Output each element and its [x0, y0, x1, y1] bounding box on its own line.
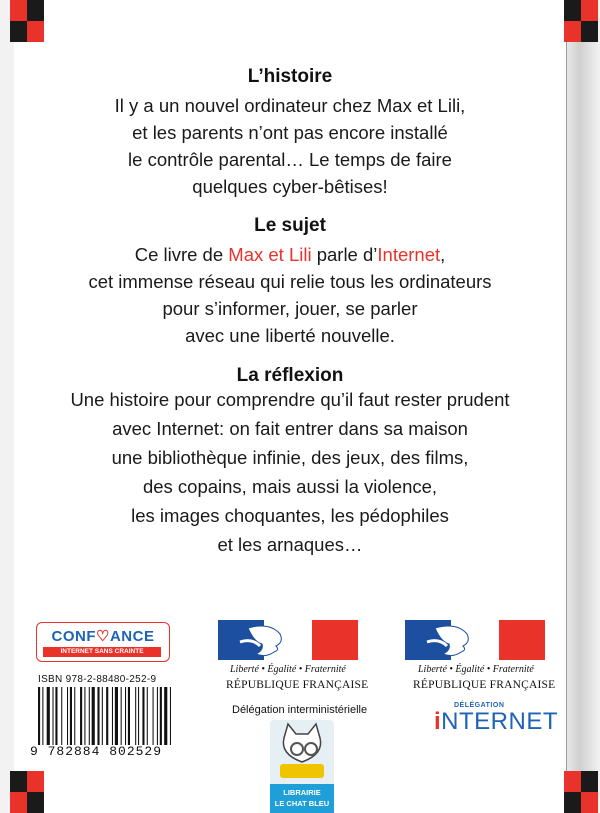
barcode-bar: [55, 687, 57, 745]
watermark-line: LE CHAT BLEU: [274, 799, 330, 808]
marianne-profile-icon: [218, 620, 358, 660]
text-line: avec Internet: on fait entrer dans sa maison: [112, 418, 468, 439]
text-span: parle d’: [311, 244, 378, 265]
text-line: et les arnaques…: [217, 534, 363, 555]
barcode-bar: [170, 687, 171, 745]
barcode-bar: [142, 687, 144, 745]
section-title-reflexion: La réflexion: [236, 365, 344, 386]
republique-text: RÉPUBLIQUE FRANÇAISE: [413, 679, 556, 691]
text-span: Ce livre de: [134, 244, 229, 265]
book-left-edge: [0, 0, 15, 813]
text-line: avec une liberté nouvelle.: [185, 325, 395, 346]
section-text-histoire: [14, 92, 566, 200]
corner-decoration: [10, 0, 44, 42]
section-title-sujet: Le sujet: [254, 215, 326, 236]
corner-decoration: [564, 0, 598, 42]
barcode-bar: [92, 687, 95, 745]
logo-text: NTERNET: [441, 708, 559, 735]
corner-decoration: [10, 771, 44, 813]
logo-text: ANCE: [109, 628, 155, 645]
barcode-bar: [138, 687, 139, 745]
watermark-label: [270, 784, 334, 813]
heart-icon: ♡: [96, 628, 110, 645]
text-line: Il y a un nouvel ordinateur chez Max et Lili,: [114, 95, 466, 116]
scarf-icon: [280, 764, 324, 778]
section-text-sujet: [14, 241, 566, 349]
barcode-bar: [121, 687, 122, 745]
barcode-bar: [115, 687, 118, 745]
text-line: pour s’informer, jouer, se parler: [162, 298, 418, 319]
eye-icon: [290, 742, 304, 756]
barcode-bar: [80, 687, 82, 745]
text-line: une bibliothèque infinie, des jeux, des films,: [111, 447, 469, 468]
barcode-bar: [106, 687, 108, 745]
cat-head-icon: [270, 720, 334, 766]
barcode-bar: [147, 687, 148, 745]
watermark-line: LIBRAIRIE: [283, 788, 321, 797]
bookstore-watermark: [270, 720, 334, 813]
highlight-internet: Internet: [377, 244, 441, 265]
barcode-bar: [128, 687, 130, 745]
barcode-bar: [38, 687, 40, 745]
republique-text: RÉPUBLIQUE FRANÇAISE: [226, 679, 369, 691]
section-title-histoire: L’histoire: [247, 66, 333, 87]
confiance-logo: [36, 622, 170, 662]
barcode-bar: [42, 687, 43, 745]
delegation-internet-logo: [434, 708, 558, 736]
barcode-bar: [67, 687, 68, 745]
marianne-logo-2: [405, 620, 545, 660]
barcode: [36, 687, 208, 747]
barcode-bar: [112, 687, 113, 745]
barcode-bar: [97, 687, 99, 745]
barcode-bar: [47, 687, 50, 745]
barcode-bar: [53, 687, 54, 745]
barcode-bar: [153, 687, 154, 745]
logo-text: CONF: [51, 628, 97, 645]
cat-icon: [270, 720, 334, 786]
text-line: quelques cyber-bêtises!: [192, 176, 388, 197]
barcode-bar: [164, 687, 167, 745]
text-span: ,: [440, 244, 446, 265]
barcode-bar: [135, 687, 136, 745]
barcode-digits: 9 782884 802529: [30, 744, 163, 759]
eye-icon: [304, 742, 318, 756]
text-line: cet immense réseau qui relie tous les ordinateurs: [88, 271, 492, 292]
isbn-text: ISBN 978-2-88480-252-9: [38, 674, 157, 685]
barcode-bar: [84, 687, 85, 745]
motto-text: Liberté • Égalité • Fraternité: [230, 664, 346, 675]
delegation-text: Délégation interministérielle: [232, 704, 368, 716]
heart-i-icon: i: [434, 708, 442, 735]
book-spine-edge: [566, 0, 600, 813]
text-line: le contrôle parental… Le temps de faire: [128, 149, 452, 170]
motto-text: Liberté • Égalité • Fraternité: [418, 664, 534, 675]
barcode-bar: [74, 687, 75, 745]
barcode-bar: [157, 687, 158, 745]
text-line: et les parents n’ont pas encore installé: [132, 122, 448, 143]
barcode-bar: [160, 687, 162, 745]
confiance-wordmark: [37, 627, 169, 645]
barcode-bar: [61, 687, 62, 745]
text-line: les images choquantes, les pédophiles: [131, 505, 449, 526]
highlight-max-et-lili: Max et Lili: [228, 244, 312, 265]
text-line: des copains, mais aussi la violence,: [142, 476, 438, 497]
delegation-internet-small: DÉLÉGATION: [454, 702, 505, 709]
text-line: [14, 241, 566, 268]
section-text-reflexion: [14, 385, 566, 559]
corner-decoration: [564, 771, 598, 813]
confiance-tagline: INTERNET SANS CRAINTE: [43, 647, 161, 657]
marianne-logo-1: [218, 620, 358, 660]
barcode-bar: [70, 687, 72, 745]
marianne-profile-icon: [405, 620, 545, 660]
barcode-bar: [102, 687, 103, 745]
barcode-bar: [89, 687, 90, 745]
text-line: Une histoire pour comprendre qu’il faut rester prudent: [70, 389, 510, 410]
barcode-bar: [125, 687, 126, 745]
